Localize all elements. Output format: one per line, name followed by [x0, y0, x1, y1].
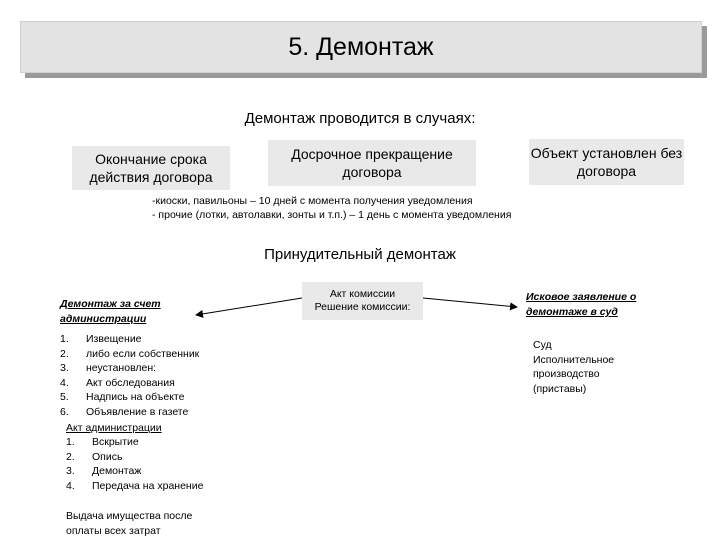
list-item: 2. либо если собственник — [60, 347, 200, 360]
case-box-no-contract-text: Объект установлен без договора — [530, 145, 683, 179]
list-item: 6. Объявление в газете — [60, 405, 189, 418]
list-item: 4. Передача на хранение — [66, 479, 204, 492]
list-item: 1. Извещение — [60, 333, 142, 345]
list-item: 3. Демонтаж — [66, 465, 142, 477]
forced-heading: Принудительный демонтаж — [264, 246, 456, 263]
court-step: Суд — [533, 339, 552, 351]
case-box-no-contract — [529, 139, 684, 185]
case-box-expiry — [72, 146, 230, 190]
list-item: 2. Опись — [66, 450, 123, 463]
notice-line-kiosks: -киоски, павильоны – 10 дней с момента получения уведомления — [152, 195, 473, 207]
slide-title — [20, 21, 702, 73]
release-note-line: оплаты всех затрат — [66, 525, 161, 537]
list-item: 1. Вскрытие — [66, 436, 139, 448]
court-step: (приставы) — [533, 382, 587, 395]
notice-line-other: - прочие (лотки, автолавки, зонты и т.п.) – 1 день с момента уведомления — [152, 209, 512, 221]
commission-box — [302, 282, 423, 320]
court-branch-heading: Исковое заявление о демонтаже в суд — [526, 291, 637, 318]
commission-act: Акт комиссии — [329, 288, 396, 300]
cases-heading: Демонтаж проводится в случаях: — [244, 110, 476, 127]
list-item: 4. Акт обследования — [60, 376, 175, 389]
arrow-to-admin — [196, 298, 302, 315]
case-box-early-termination-text: Досрочное прекращение договора — [291, 146, 453, 180]
release-note-line: Выдача имущества после — [66, 510, 193, 522]
case-box-expiry-text: Окончание срока действия договора — [89, 151, 213, 185]
admin-steps-list — [60, 332, 199, 419]
release-note — [66, 509, 192, 539]
arrow-to-court — [423, 298, 517, 307]
admin-branch-heading: Демонтаж за счет администрации — [60, 298, 161, 325]
list-item: 5. Надпись на объекте — [60, 391, 185, 403]
court-step: Исполнительное — [533, 353, 615, 366]
slide-title-text: 5. Демонтаж — [288, 32, 434, 61]
admin-act-steps-list — [66, 435, 203, 493]
admin-act-heading: Акт администрации — [66, 422, 162, 434]
case-box-early-termination — [268, 140, 476, 186]
court-step: производство — [533, 368, 600, 380]
court-steps — [533, 338, 614, 396]
list-item: 3. неустановлен: — [60, 362, 157, 374]
commission-decision: Решение комиссии: — [314, 301, 411, 313]
